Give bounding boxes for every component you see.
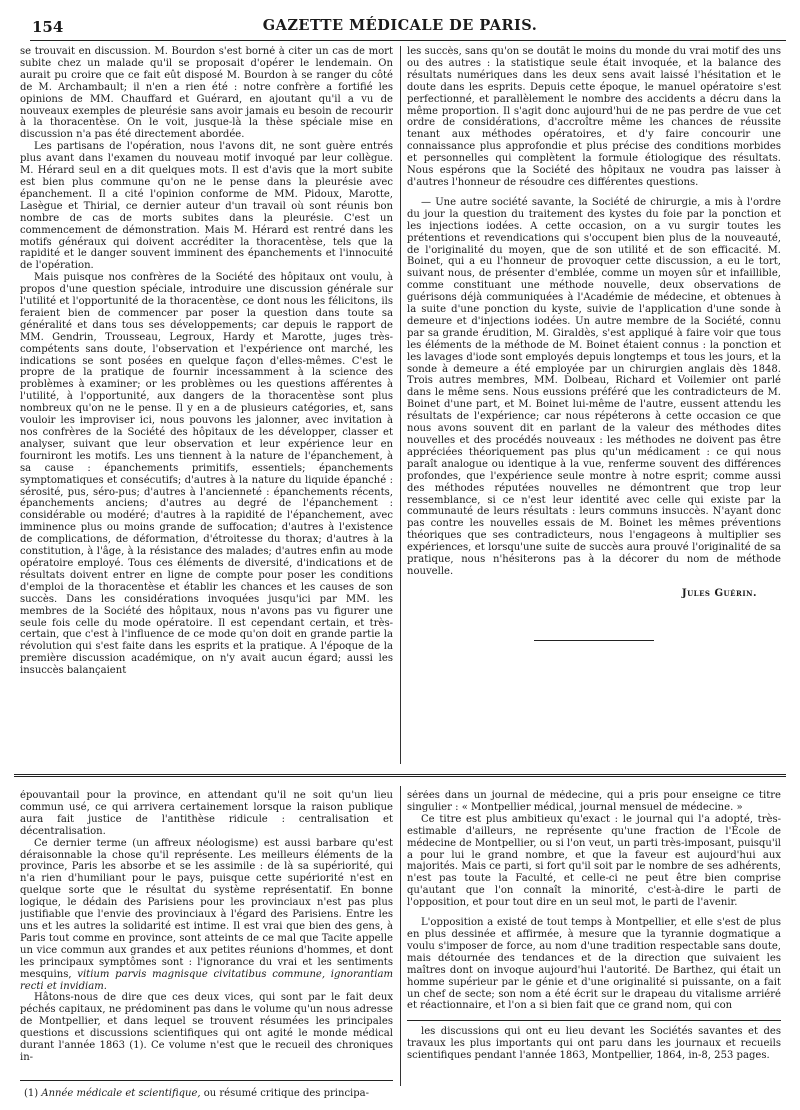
page-header	[14, 14, 786, 38]
paragraph: L'opposition a existé de tout temps à Montpellier, et elle s'est de plus en plus dessinée et affirmée, à mesure que la tyrannie dogmatique a voulu s'imposer de force, au nom d'une tradition respectable sans doute, mais détournée des tendances et de la direction que suivaient les maîtres dont on invoque aujourd'hui l'autorité. De Barthez, qui était un homme supérieur par le génie et d'une originalité si puissante, on a fait un chef de secte; son nom a été écrit sur le drapeau du vitalisme arriéré et réactionnaire, et l'on a si bien fait que ce grand nom, qui con	[407, 917, 781, 1012]
bottom-left-column	[20, 790, 393, 1075]
column-divider	[400, 786, 401, 1086]
paragraph: se trouvait en discussion. M. Bourdon s'est borné à citer un cas de mort subite chez un malade qu'il se proposait d'opérer le lendemain. On aurait pu croire que ce fait eût disposé M. Bourdon à se ranger du côté de M. Archambault; il n'en a rien été : notre confrère a fortifié les opinions de MM. Chauffard et Guérard, en ajoutant qu'il a vu de nouveaux exemples de pleurésie sans avoir jamais eu besoin de recourir à la thoracentèse. On le voit, jusque-là la thèse spéciale mise en discussion n'a pas été directement abordée.	[20, 46, 393, 141]
top-left-column	[20, 46, 393, 768]
paragraph: Hâtons-nous de dire que ces deux vices, qui sont par le fait deux péchés capitaux, ne prédominent pas dans le volume qu'un nous adresse de Montpellier, et dans lequel se trouvent résumées les principales questions et discussions scientifiques qui ont agité le monde médical durant l'année 1863 (1). Ce volume n'est que le recueil des chroniques in-	[20, 992, 393, 1063]
paragraph: — Une autre société savante, la Société de chirurgie, a mis à l'ordre du jour la question du traitement des kystes du foie par la ponction et les injections iodées. A cette occasion, on a vu surgir toutes les prétentions et revendications qui s'occupent bien plus de la nouveauté, de l'originalité du moyen, que de son utilité et de son efficacité. M. Boinet, qui a eu l'honneur de provoquer cette discussion, a eu le tort, suivant nous, de présenter d'emblée, comme un moyen sûr et infaillible, comme constituant une méthode nouvelle, deux observations de guérisons déjà communiquées à l'Académie de médecine, et obtenues à la suite d'une ponction du kyste, suivie de l'application d'une sonde à demeure et d'injections iodées. Un autre membre de la Société, connu par sa grande érudition, M. Giraldès, s'est appliqué à faire voir que tous les éléments de la méthode de M. Boinet étaient connus : la ponction et les lavages d'iode sont employés depuis longtemps et tous les jours, et la sonde à demeure a été employée par un chirurgien anglais dès 1848. Trois autres membres, MM. Dolbeau, Richard et Voilemier ont parlé dans le même sens. Nous eussions préféré que les contradicteurs de M. Boinet d'une part, et M. Boinet lui-même de l'autre, eussent attendu les résultats de l'expérience; car nous répéterons à cette occasion ce que nous avons souvent dit en parlant de la valeur des méthodes dites nouvelles et des procédés nouveaux : les méthodes ne doivent pas être appréciées théoriquement pas plus qu'un médicament : ce qui nous paraît analogue ou identique à la vue, renferme souvent des différences profondes, que l'expérience seule montre à notre esprit; comme aussi des méthodes réputées nouvelles ne démontrent que trop leur ressemblance, si ce n'est leur identité avec celle qui existe par la communauté de leurs résultats : leurs communs insuccès. N'ayant donc pas contre les nouvelles essais de M. Boinet les mêmes préventions théoriques que ses contradicteurs, nous l'engageons à multiplier ses expériences, et lorsqu'une suite de succès aura prouvé l'originalité de sa pratique, nous n'hésiterons pas à la décorer du nom de méthode nouvelle.	[407, 196, 781, 577]
author-signature: Jules Guérin.	[681, 587, 757, 599]
section-divider	[14, 774, 786, 777]
paragraph: sérées dans un journal de médecine, qui a pris pour enseigne ce titre singulier : « Montpellier médical, journal mensuel de médecine. »	[407, 790, 781, 813]
paragraph: Mais puisque nos confrères de la Société des hôpitaux ont voulu, à propos d'une question spéciale, introduire une discussion générale sur l'utilité et l'opportunité de la thoracentèse, ce dont nous les félicitons, ils feraient bien de commencer par poser la question dans toute sa généralité et dans tous ses développements; car depuis le rapport de MM. Gendrin, Trousseau, Legroux, Hardy et Marotte, juges très-compétents sans doute, l'observation et l'expérience ont marché, les indications se sont posées en quelque façon d'elles-mêmes. C'est le propre de la pratique de fournir incessamment à la science des problèmes à examiner; or les problèmes ou les questions afférentes à l'utilité, à l'opportunité, aux dangers de la thoracentèse sont plus nombreux qu'on ne le pense. Il y en a de plusieurs catégories, et, sans vouloir les improviser ici, nous pouvons les jalonner, avec invitation à nos confrères de la Société des hôpitaux de les développer, classer et analyser, suivant que leur observation et leur expérience leur en fourniront les motifs. Les uns tiennent à la nature de l'épanchement, à sa cause : épanchements primitifs, essentiels; épanchements symptomatiques et consécutifs; d'autres à la nature du liquide épanché : sérosité, pus, séro-pus; d'autres à l'ancienneté : épanchements récents, épanchements anciens; d'autres au degré de l'épanchement : considérable ou modéré; d'autres à la rapidité de l'épanchement, avec imminence plus ou moins grande de suffocation; d'autres à l'existence de complications, de déformation, d'étroitesse du thorax; d'autres à la constitution, à l'âge, à la résistance des malades; d'autres enfin au mode opératoire employé. Tous ces éléments de diversité, d'indications et de résultats doivent entrer en ligne de compte pour poser les conditions d'emploi de la thoracentèse et établir les chances et les causes de son succès. Dans les considérations invoquées jusqu'ici par MM. les membres de la Société des hôpitaux, nous n'avons pas vu figurer une seule fois celle du mode opératoire. Il est cependant certain, et très-certain, que c'est à l'influence de ce mode qu'on doit en grande partie la révolution qui s'est faite dans les esprits et la pratique. A l'époque de la première discussion académique, on n'y avait aucun égard; aussi les insuccès balançaient	[20, 272, 393, 677]
footnote-marker: (1)	[24, 1088, 39, 1099]
paragraph: Ce titre est plus ambitieux qu'exact : le journal qui l'a adopté, très-estimable d'ailleurs, ne représente qu'une fraction de l'École de médecine de Montpellier, ou si l'on veut, un parti très-imposant, puisqu'il a pour lui le grand nombre, et que la faveur est aujourd'hui aux majorités. Mais ce parti, si fort qu'il soit par le nombre de ses adhérents, n'est pas toute la Faculté, et celle-ci ne peut être bien comprise qu'autant que l'on connaît la minorité, c'est-à-dire le parti de l'opposition, et pour tout dire en un seul mot, le parti de l'avenir.	[407, 813, 781, 909]
footnote-text: ou résumé critique des principa-	[203, 1088, 369, 1099]
top-right-column	[407, 46, 781, 768]
footnote-title: Année médicale et scientifique,	[41, 1088, 201, 1099]
paragraph: Les partisans de l'opération, nous l'avons dit, ne sont guère entrés plus avant dans l'examen du nouveau motif invoqué par leur collègue. M. Hérard seul en a dit quelques mots. Il est d'avis que la mort subite est bien plus commune qu'on ne le pense dans la pleurésie avec épanchement. Il a cité l'opinion conforme de MM. Pidoux, Marotte, Lasègue et Thirial, ce dernier auteur d'un travail où sont réunis bon nombre de cas de morts subites dans la pleurésie. C'est un commencement de démonstration. Mais M. Hérard est rentré dans les motifs généraux qui doivent accréditer la thoracentèse, tels que la rapidité et le danger souvent imminent des épanchements et l'innocuité de l'opération.	[20, 141, 393, 272]
column-divider	[400, 46, 401, 764]
paragraph-text: Ce dernier terme (un affreux néologisme) est aussi barbare qu'est déraisonnable la chose qu'il représente. Les meilleurs éléments de la province, Paris les absorbe et se les assimile : de là sa supériorité, qui n'a rien d'humiliant pour le pays, puisque cette supériorité n'est en quelque sorte que le résultat du système représentatif. En bonne logique, le dédain des Parisiens pour les provinciaux n'est pas plus justifiable que l'envie des provinciaux à l'égard des Parisiens. Entre les uns et les autres la solidarité est intime. Il est vrai que bien des gens, à Paris tout comme en province, sont atteints de ce mal que Tacite appelle un vice commun aux grandes et aux petites réunions d'hommes, et dont les principaux symptômes sont : l'ignorance du vrai et les sentiments mesquins,	[20, 837, 393, 980]
page-number: 154	[32, 18, 64, 36]
paragraph	[20, 838, 393, 993]
journal-title: GAZETTE MÉDICALE DE PARIS.	[262, 17, 538, 34]
footnote-rule	[20, 1080, 393, 1081]
header-rule	[30, 40, 786, 41]
section-end-rule	[534, 640, 654, 641]
footnote	[24, 1088, 394, 1099]
paragraph: épouvantail pour la province, en attendant qu'il ne soit qu'un lieu commun usé, ce qui arrivera certainement lorsque la raison publique aura fait justice de l'antithèse ridicule : centralisation et décentralisation.	[20, 790, 393, 837]
latin-quote: vitium parvis magnisque civitatibus commune, ignorantiam recti et invidiam.	[20, 968, 393, 992]
paragraph: les succès, sans qu'on se doutât le moins du monde du vrai motif des uns ou des autres : la statistique seule était invoquée, et la balance des résultats numériques dans les deux sens avait laissé l'hésitation et le doute dans les esprits. Depuis cette époque, le manuel opératoire s'est perfectionné, et parallèlement le nombre des accidents a décru dans la même proportion. Il s'agit donc aujourd'hui de ne pas perdre de vue cet ordre de considérations, d'accroître même les chances de réussite tenant aux méthodes opératoires, et d'y faire concourir une connaissance plus approfondie et plus précise des conditions morbides et personnelles qui complètent la formule étiologique des résultats. Nous espérons que la Société des hôpitaux ne voudra pas laisser à d'autres l'honneur de résoudre ces différentes questions.	[407, 46, 781, 188]
footnote-continuation: les discussions qui ont eu lieu devant les Sociétés savantes et des travaux les plus importants qui ont paru dans les journaux et recueils scientifiques pendant l'année 1863, Montpellier, 1864, in-8, 253 pages.	[407, 1020, 781, 1062]
bottom-right-column	[407, 790, 781, 1070]
